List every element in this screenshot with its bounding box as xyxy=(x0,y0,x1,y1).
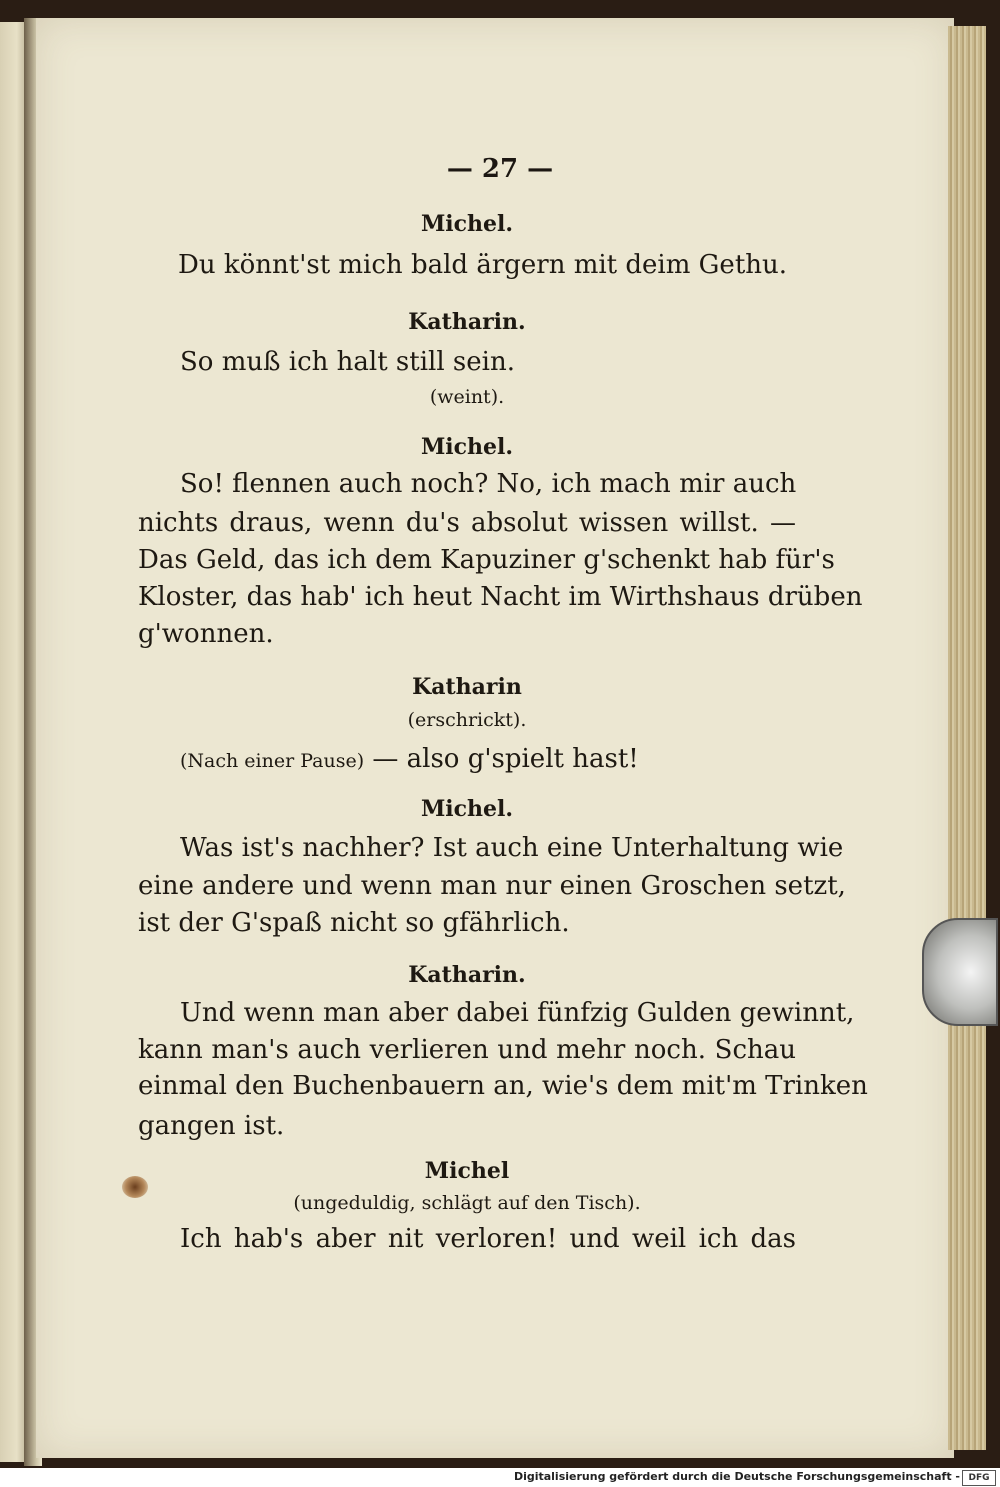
dialogue-line: gangen ist. xyxy=(138,1111,285,1141)
dialogue-line: eine andere und wenn man nur einen Groschen setzt, xyxy=(138,871,846,901)
dialogue-line: So muß ich halt still sein. xyxy=(180,347,515,377)
dialogue-line: einmal den Buchenbauern an, wie's dem mit'm Trinken xyxy=(138,1071,868,1101)
dialogue-line: Was ist's nachher? Ist auch eine Unterhaltung wie xyxy=(180,833,844,863)
dialogue-line: nichts draus, wenn du's absolut wissen willst. — xyxy=(138,508,796,538)
inline-stage-direction: (Nach einer Pause) xyxy=(180,750,365,772)
dialogue-line: Ich hab's aber nit verloren! und weil ich das xyxy=(180,1224,796,1254)
dialogue-line: So! flennen auch noch? No, ich mach mir auch xyxy=(180,469,797,499)
dialogue-line: g'wonnen. xyxy=(138,619,274,649)
dfg-logo: DFG xyxy=(962,1470,996,1486)
digitization-footer xyxy=(0,1468,1000,1487)
page-edge-stack xyxy=(948,26,986,1450)
stage-direction: (ungeduldig, schlägt auf den Tisch). xyxy=(293,1192,641,1214)
speaker-name: Katharin xyxy=(412,674,522,700)
metal-clip xyxy=(922,918,998,1026)
page-number: — 27 — xyxy=(446,154,554,184)
dialogue-line: kann man's auch verlieren und mehr noch. Schau xyxy=(138,1035,796,1065)
dialogue-line: ist der G'spaß nicht so gfährlich. xyxy=(138,908,570,938)
speaker-name: Katharin. xyxy=(408,309,526,335)
dialogue-text: — also g'spielt hast! xyxy=(364,744,639,774)
stage-direction: (weint). xyxy=(429,386,505,408)
stage-direction: (erschrickt). xyxy=(407,709,527,731)
speaker-name: Michel. xyxy=(420,796,514,822)
dialogue-line: Du könnt'st mich bald ärgern mit deim Gethu. xyxy=(178,250,788,280)
funding-credit: Digitalisierung gefördert durch die Deutsche Forschungsgemeinschaft - xyxy=(513,1470,960,1483)
speaker-name: Michel. xyxy=(420,434,514,460)
dialogue-line xyxy=(180,742,838,778)
speaker-name: Michel. xyxy=(420,211,514,237)
speaker-name: Katharin. xyxy=(408,962,526,988)
dialogue-line: Kloster, das hab' ich heut Nacht im Wirthshaus drüben xyxy=(138,582,863,612)
dialogue-line: Und wenn man aber dabei fünfzig Gulden gewinnt, xyxy=(180,998,855,1028)
dialogue-line: Das Geld, das ich dem Kapuziner g'schenkt hab für's xyxy=(138,545,835,575)
speaker-name: Michel xyxy=(424,1158,510,1184)
